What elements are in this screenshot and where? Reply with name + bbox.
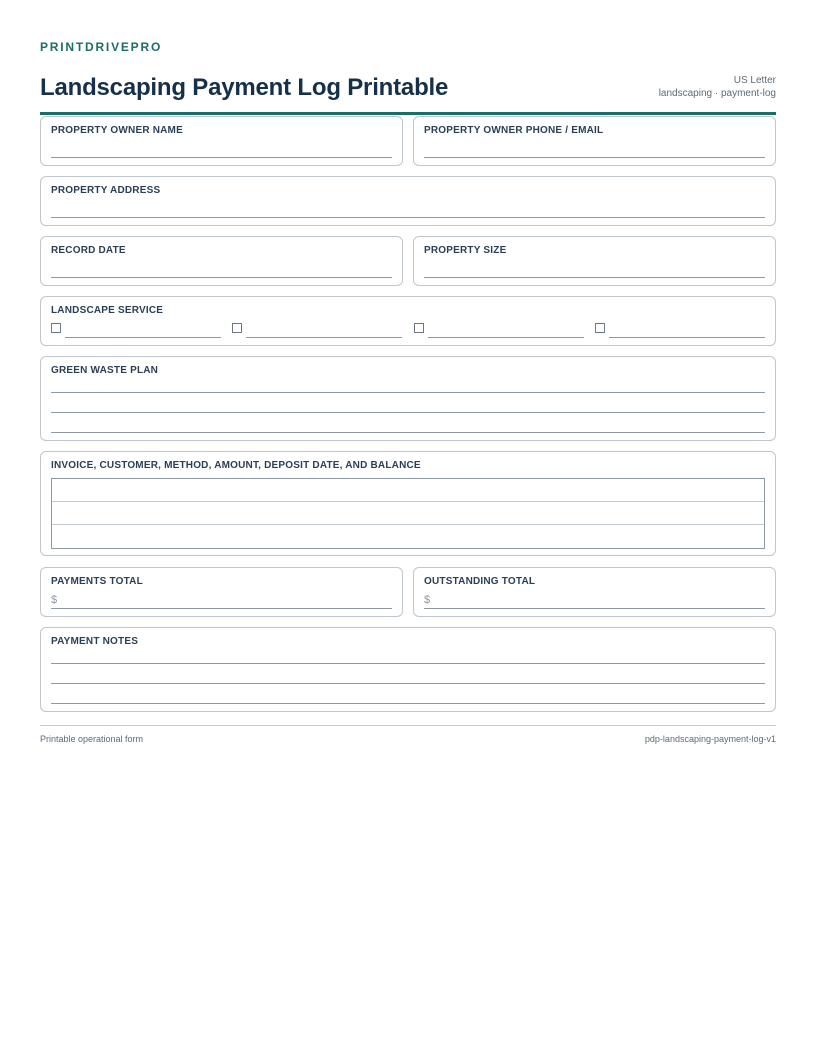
- address-label: PROPERTY ADDRESS: [51, 185, 161, 196]
- owner-contact-field[interactable]: [413, 116, 776, 166]
- service-line-3[interactable]: [428, 337, 584, 338]
- payment-notes-field[interactable]: [40, 627, 776, 712]
- green-waste-line-1[interactable]: [51, 392, 765, 393]
- property-size-label: PROPERTY SIZE: [424, 245, 507, 256]
- owner-name-field[interactable]: [40, 116, 403, 166]
- brand-name: PRINTDRIVEPRO: [40, 40, 163, 54]
- footer-description: Printable operational form: [40, 734, 144, 744]
- owner-name-label: PROPERTY OWNER NAME: [51, 125, 183, 136]
- outstanding-total-field[interactable]: [413, 567, 776, 617]
- record-date-line[interactable]: [51, 277, 392, 278]
- service-checkbox-4[interactable]: [595, 323, 605, 333]
- green-waste-plan-label: GREEN WASTE PLAN: [51, 365, 159, 376]
- form-page: [40, 40, 776, 115]
- footer-form-id: pdp-landscaping-payment-log-v1: [644, 734, 776, 744]
- green-waste-line-2[interactable]: [51, 412, 765, 413]
- payment-table-field: [40, 451, 776, 556]
- green-waste-plan-field[interactable]: [40, 356, 776, 441]
- paper-size: US Letter: [733, 75, 776, 86]
- service-line-2[interactable]: [246, 337, 402, 338]
- table-row[interactable]: [52, 525, 764, 548]
- owner-contact-label: PROPERTY OWNER PHONE / EMAIL: [424, 125, 604, 136]
- payments-total-line[interactable]: [51, 608, 392, 609]
- payment-notes-line-3[interactable]: [51, 703, 765, 704]
- outstanding-total-label: OUTSTANDING TOTAL: [424, 576, 536, 587]
- payment-notes-label: PAYMENT NOTES: [51, 636, 139, 647]
- service-checkbox-1[interactable]: [51, 323, 61, 333]
- address-field[interactable]: [40, 176, 776, 226]
- payment-table: [51, 478, 765, 549]
- property-size-line[interactable]: [424, 277, 765, 278]
- service-line-4[interactable]: [609, 337, 765, 338]
- payments-total-label: PAYMENTS TOTAL: [51, 576, 143, 587]
- page-title: Landscaping Payment Log Printable: [40, 74, 449, 101]
- payment-notes-line-1[interactable]: [51, 663, 765, 664]
- table-row[interactable]: [52, 479, 764, 502]
- owner-name-line[interactable]: [51, 157, 392, 158]
- landscape-service-label: LANDSCAPE SERVICE: [51, 305, 164, 316]
- service-line-1[interactable]: [65, 337, 221, 338]
- record-date-label: RECORD DATE: [51, 245, 126, 256]
- outstanding-total-line[interactable]: [424, 608, 765, 609]
- form-tags: landscaping · payment-log: [658, 88, 776, 99]
- service-checkbox-2[interactable]: [232, 323, 242, 333]
- payment-table-label: INVOICE, CUSTOMER, METHOD, AMOUNT, DEPOSIT DATE, AND BALANCE: [51, 460, 421, 471]
- form-footer: [40, 725, 776, 746]
- header-meta: [659, 74, 776, 100]
- record-date-field[interactable]: [40, 236, 403, 286]
- landscape-service-field: [40, 296, 776, 346]
- payments-total-field[interactable]: [40, 567, 403, 617]
- property-size-field[interactable]: [413, 236, 776, 286]
- outstanding-total-currency: $: [424, 594, 431, 606]
- form-header: [40, 54, 776, 115]
- payments-total-currency: $: [51, 594, 58, 606]
- service-checkbox-3[interactable]: [414, 323, 424, 333]
- owner-contact-line[interactable]: [424, 157, 765, 158]
- green-waste-line-3[interactable]: [51, 432, 765, 433]
- address-line[interactable]: [51, 217, 765, 218]
- table-row[interactable]: [52, 502, 764, 525]
- payment-notes-line-2[interactable]: [51, 683, 765, 684]
